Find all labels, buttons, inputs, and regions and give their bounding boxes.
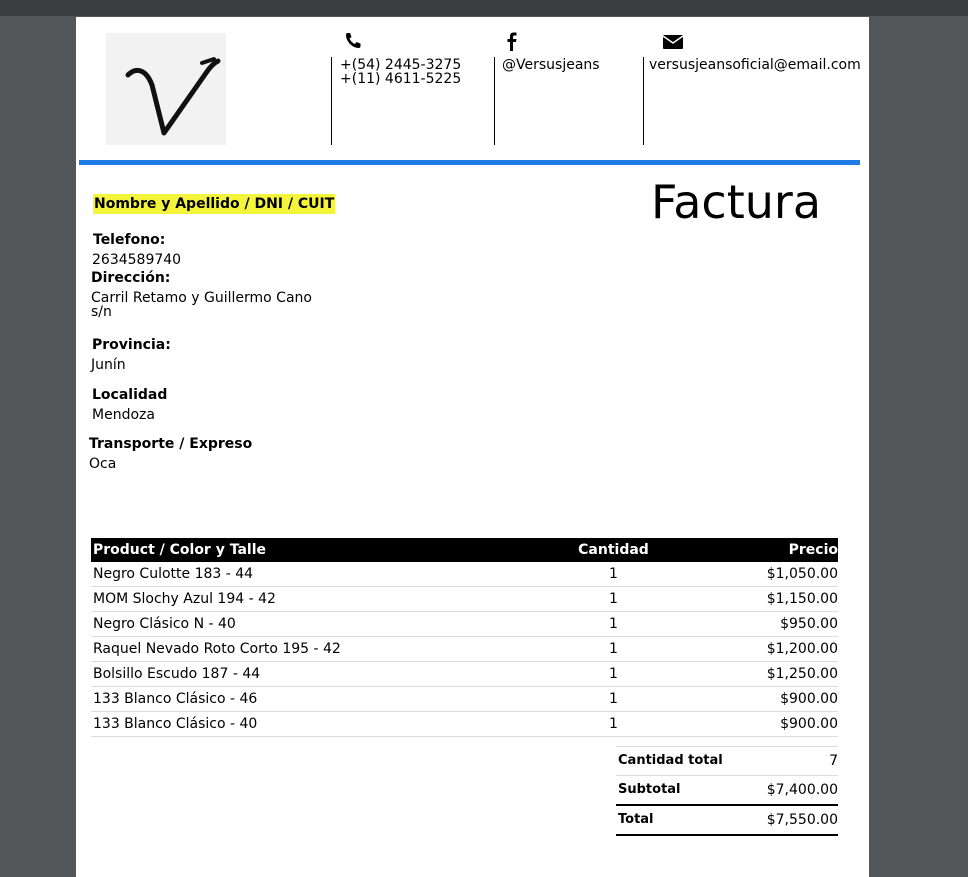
viewer-toolbar [0,0,968,16]
table-row [91,637,838,662]
product-cell: Negro Culotte 183 - 44 [93,566,254,582]
table-row [91,662,838,687]
column-header-product: Product / Color y Talle [93,542,266,558]
phone-value: 2634589740 [92,252,182,268]
divider [494,57,495,145]
brand-logo [106,33,226,145]
quantity-cell: 1 [609,566,618,582]
table-row [91,712,838,737]
quantity-cell: 1 [609,641,618,657]
invoice-page [76,17,869,877]
product-cell: Raquel Nevado Roto Corto 195 - 42 [93,641,341,657]
table-row [91,562,838,587]
quantity-cell: 1 [609,666,618,682]
quantity-total-value: 7 [829,753,838,769]
header-divider [79,160,860,165]
envelope-icon [662,31,682,51]
quantity-cell: 1 [609,591,618,607]
subtotal-value: $7,400.00 [766,782,838,798]
price-cell: $1,050.00 [766,566,838,582]
product-cell: Negro Clásico N - 40 [93,616,236,632]
product-cell: 133 Blanco Clásico - 40 [93,716,258,732]
product-cell: Bolsillo Escudo 187 - 44 [93,666,261,682]
table-header [91,538,838,562]
address-label: Dirección: [91,270,171,286]
totals-block [616,746,838,836]
price-cell: $900.00 [780,716,838,732]
total-row [616,804,838,836]
phone-label: Telefono: [93,232,166,248]
table-row [91,587,838,612]
document-title: Factura [651,175,822,229]
facebook-handle: @Versusjeans [502,57,600,73]
email-address: versusjeansoficial@email.com [649,57,861,73]
column-header-quantity: Cantidad [578,542,649,558]
address-value: Carril Retamo y Guillermo Cano s/n [91,290,312,320]
phone-icon [343,31,363,51]
quantity-total-label: Cantidad total [618,753,723,768]
customer-name-header: Nombre y Apellido / DNI / CUIT [94,196,335,212]
subtotal-row [616,775,838,804]
price-cell: $1,250.00 [766,666,838,682]
subtotal-label: Subtotal [618,782,681,797]
quantity-cell: 1 [609,616,618,632]
transport-value: Oca [89,456,117,472]
quantity-total-row [616,746,838,775]
product-cell: MOM Slochy Azul 194 - 42 [93,591,276,607]
price-cell: $950.00 [780,616,838,632]
product-cell: 133 Blanco Clásico - 46 [93,691,258,707]
phone-numbers: +(54) 2445-3275 +(11) 4611-5225 [340,57,462,87]
quantity-cell: 1 [609,691,618,707]
total-value: $7,550.00 [766,812,838,828]
items-table [91,538,838,737]
price-cell: $1,150.00 [766,591,838,607]
table-row [91,612,838,637]
divider [331,57,332,145]
transport-label: Transporte / Expreso [89,436,253,452]
province-value: Junín [91,357,126,373]
price-cell: $1,200.00 [766,641,838,657]
facebook-icon [502,31,522,51]
total-label: Total [618,812,654,827]
locality-value: Mendoza [92,407,155,423]
divider [643,57,644,145]
price-cell: $900.00 [780,691,838,707]
column-header-price: Precio [788,542,838,558]
table-row [91,687,838,712]
locality-label: Localidad [92,387,168,403]
quantity-cell: 1 [609,716,618,732]
province-label: Provincia: [92,337,171,353]
